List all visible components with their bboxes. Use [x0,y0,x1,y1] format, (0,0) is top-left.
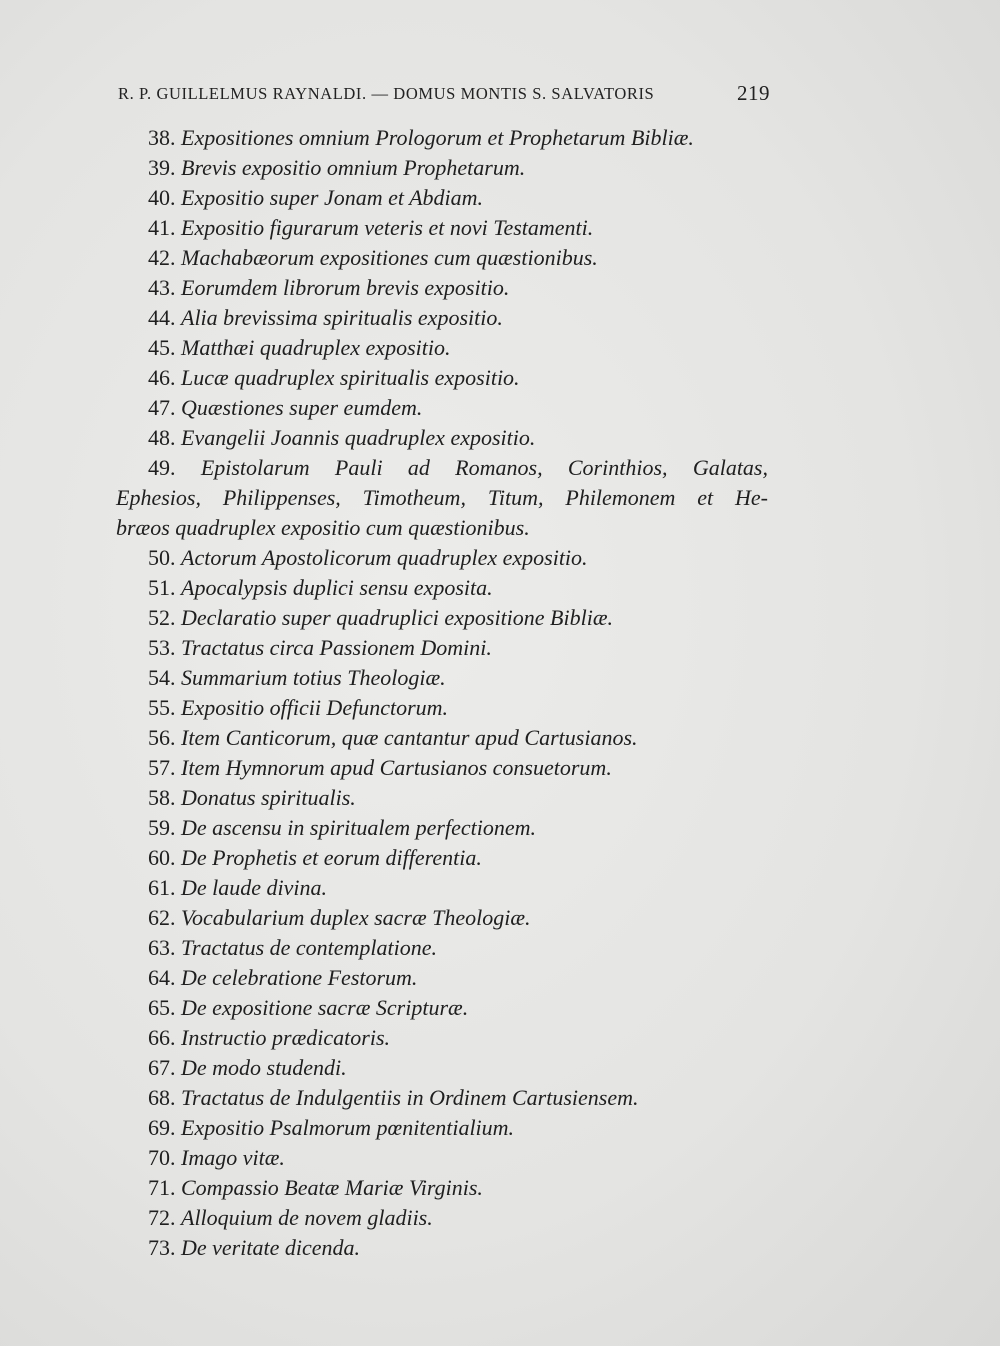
list-item: 61. De laude divina. [148,875,328,900]
list-item: 54. Summarium totius Theologiæ. [148,665,446,690]
list-item: 40. Expositio super Jonam et Abdiam. [148,185,484,210]
list-item: 43. Eorumdem librorum brevis expositio. [148,275,510,300]
list-item: 73. De veritate dicenda. [148,1235,360,1260]
list-item: 68. Tractatus de Indulgentiis in Ordinem Cartusiensem. [148,1085,639,1110]
list-item: 60. De Prophetis et eorum differentia. [148,845,482,870]
list-item: 42. Machabæorum expositiones cum quæstionibus. [148,245,598,270]
list-item: 59. De ascensu in spiritualem perfectionem. [148,815,536,840]
list-item: 53. Tractatus circa Passionem Domini. [148,635,492,660]
list-item: 62. Vocabularium duplex sacræ Theologiæ. [148,905,531,930]
list-item: 50. Actorum Apostolicorum quadruplex expositio. [148,545,588,570]
list-item: 45. Matthæi quadruplex expositio. [148,335,451,360]
list-item: 71. Compassio Beatæ Mariæ Virginis. [148,1175,483,1200]
list-item: 52. Declaratio super quadruplici expositione Bibliæ. [148,605,614,630]
list-item: 57. Item Hymnorum apud Cartusianos consuetorum. [148,755,612,780]
list-item: 39. Brevis expositio omnium Prophetarum. [148,155,526,180]
list-item: 41. Expositio figurarum veteris et novi Testamenti. [148,215,594,240]
list-item: 56. Item Canticorum, quæ cantantur apud Cartusianos. [148,725,638,750]
list-item: 47. Quæstiones super eumdem. [148,395,423,420]
list-item: 58. Donatus spiritualis. [148,785,356,810]
list-item: 38. Expositiones omnium Prologorum et Prophetarum Bibliæ. [148,125,694,150]
list-item: 72. Alloquium de novem gladiis. [148,1205,433,1230]
list-item: 69. Expositio Psalmorum pœnitentialium. [148,1115,515,1140]
list-item: 44. Alia brevissima spiritualis expositio. [148,305,503,330]
list-item: 65. De expositione sacræ Scripturæ. [148,995,469,1020]
list-item: 64. De celebratione Festorum. [148,965,418,990]
list-item: 48. Evangelii Joannis quadruplex expositio. [148,425,536,450]
list-item: 66. Instructio prædicatoris. [148,1025,391,1050]
running-header [118,81,770,105]
list-item: 63. Tractatus de contemplatione. [148,935,438,960]
list-item: 49. Epistolarum Pauli ad Romanos, Corinthios, Galatas, [148,455,768,480]
list-item: 46. Lucæ quadruplex spiritualis expositio. [148,365,520,390]
list-item: 55. Expositio officii Defunctorum. [148,695,449,720]
running-title: R. P. GUILLELMUS RAYNALDI. — DOMUS MONTIS S. SALVATORIS [118,84,655,103]
list-item-continuation: bræos quadruplex expositio cum quæstionibus. [116,515,530,540]
page-number: 219 [737,81,770,105]
list-item: 70. Imago vitæ. [148,1145,285,1170]
list-item-continuation: Ephesios, Philippenses, Timotheum, Titum, Philemonem et He- [116,485,768,510]
list-item: 67. De modo studendi. [148,1055,347,1080]
list-item: 51. Apocalypsis duplici sensu exposita. [148,575,493,600]
